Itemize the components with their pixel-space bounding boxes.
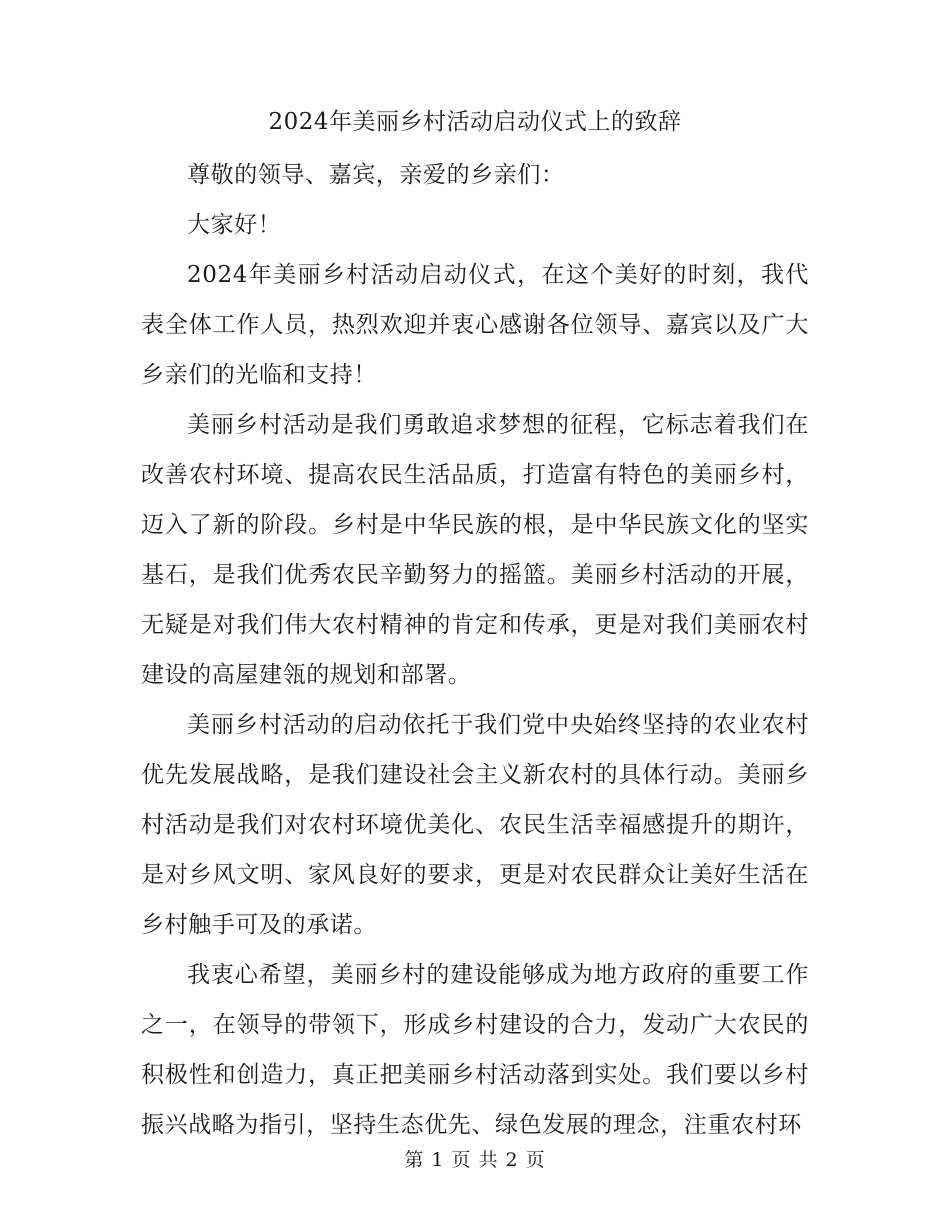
body-paragraph: 美丽乡村活动是我们勇敢追求梦想的征程，它标志着我们在改善农村环境、提高农民生活品质，打造富有特色的美丽乡村，迈入了新的阶段。乡村是中华民族的根，是中华民族文化的坚实基石，是我们优秀农民辛勤努力的摇篮。美丽乡村活动的开展，无疑是对我们伟大农村精神的肯定和传承，更是对我们美丽农村建设的高屋建瓴的规划和部署。 (141, 412, 809, 688)
page-number-footer: 第 1 页 共 2 页 (404, 1149, 546, 1171)
document-body (141, 150, 809, 1150)
document-title: 2024年美丽乡村活动启动仪式上的致辞 (268, 109, 682, 135)
body-paragraph: 美丽乡村活动的启动依托于我们党中央始终坚持的农业农村优先发展战略，是我们建设社会主义新农村的具体行动。美丽乡村活动是我们对农村环境优美化、农民生活幸福感提升的期许，是对乡风文明、家风良好的要求，更是对农民群众让美好生活在乡村触手可及的承诺。 (141, 712, 809, 938)
body-paragraph: 2024年美丽乡村活动启动仪式，在这个美好的时刻，我代表全体工作人员，热烈欢迎并衷心感谢各位领导、嘉宾以及广大乡亲们的光临和支持！ (141, 262, 809, 388)
greeting-paragraph: 大家好！ (187, 212, 282, 238)
salutation-paragraph: 尊敬的领导、嘉宾，亲爱的乡亲们： (187, 162, 565, 188)
body-paragraph: 我衷心希望，美丽乡村的建设能够成为地方政府的重要工作之一，在领导的带领下，形成乡村建设的合力，发动广大农民的积极性和创造力，真正把美丽乡村活动落到实处。我们要以乡村振兴战略为指引，坚持生态优先、绿色发展的理念，注重农村环 (141, 962, 809, 1138)
